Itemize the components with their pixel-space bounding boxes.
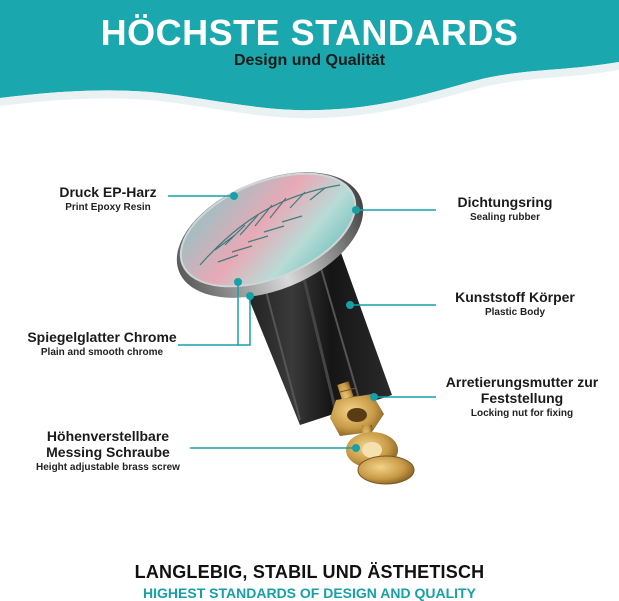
- callout-label-de: Arretierungsmutter zur Feststellung: [445, 374, 599, 407]
- callout-label-en: Print Epoxy Resin: [65, 202, 151, 214]
- callout-label-de: Höhenverstellbare Messing Schraube: [46, 428, 170, 461]
- callout-label-en: Sealing rubber: [469, 212, 540, 224]
- callout-label-de: Spiegelglatter Chrome: [27, 329, 177, 345]
- footer: [0, 562, 619, 601]
- callout-label-de: Kunststoff Körper: [455, 289, 575, 305]
- callout-brass-screw: [26, 428, 190, 474]
- callout-label-de: Dichtungsring: [457, 194, 553, 210]
- callout-label-en: Plain and smooth chrome: [40, 347, 164, 359]
- footer-subline: HIGHEST STANDARDS OF DESIGN AND QUALITY: [143, 585, 476, 601]
- callout-chrome: [22, 329, 182, 359]
- callout-locking-nut: [436, 374, 608, 420]
- callout-label-de: Druck EP-Harz: [59, 184, 157, 200]
- callout-plastic-body: [440, 289, 590, 319]
- callout-label-en: Height adjustable brass screw: [36, 462, 180, 474]
- footer-headline: LANGLEBIG, STABIL UND ÄSTHETISCH: [134, 562, 485, 582]
- callout-label-en: Plastic Body: [484, 307, 546, 319]
- callout-epoxy-resin: [44, 184, 172, 214]
- page-subtitle: Design und Qualität: [233, 52, 386, 69]
- callout-sealing-rubber: [440, 194, 570, 224]
- callout-label-en: Locking nut for fixing: [470, 408, 574, 420]
- page-title: HÖCHSTE STANDARDS: [100, 12, 519, 53]
